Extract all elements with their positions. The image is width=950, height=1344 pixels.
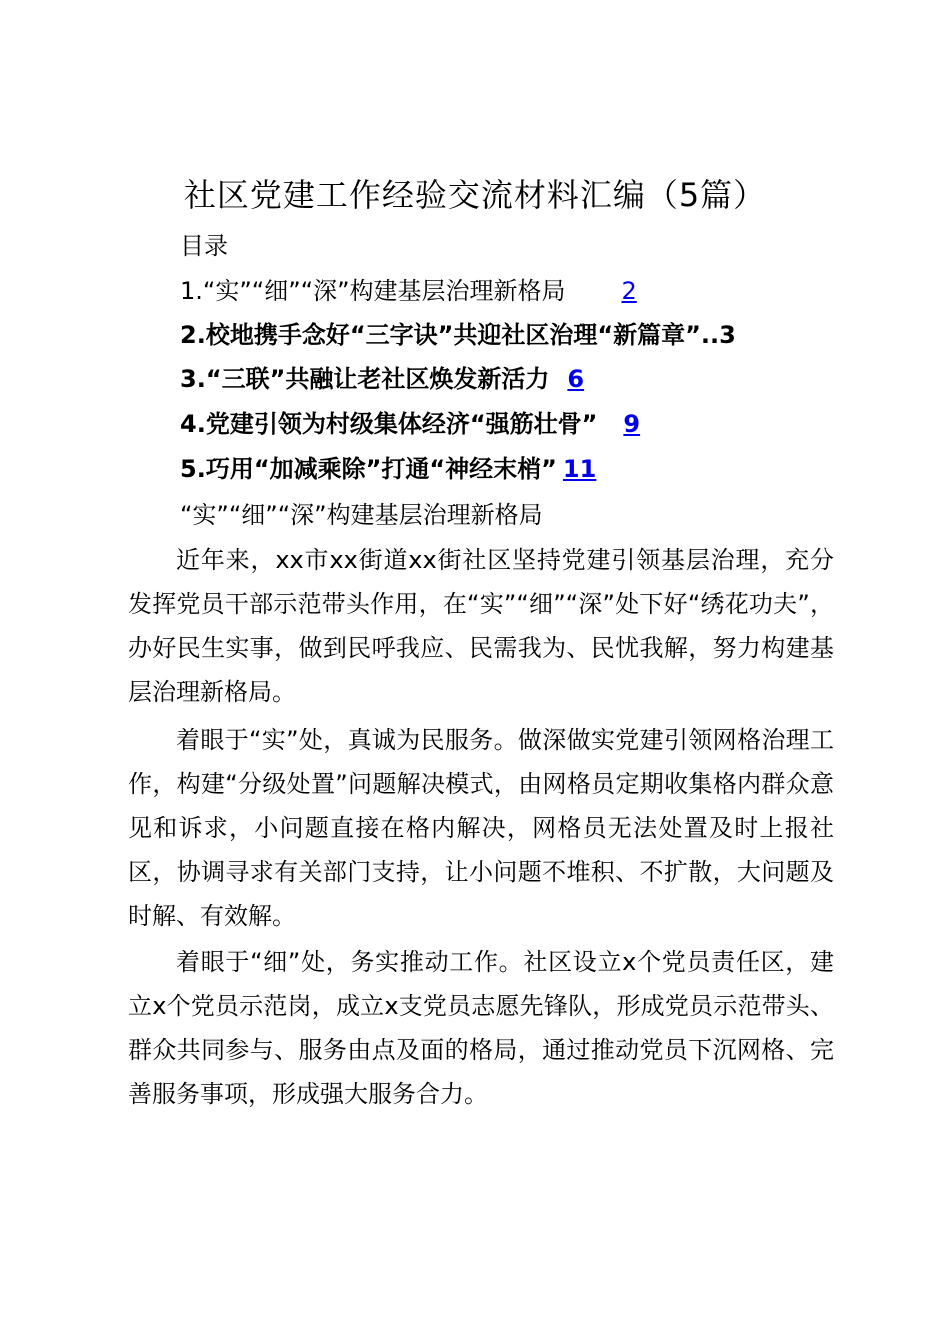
toc-item-text: 3.“三联”共融让老社区焕发新活力: [180, 365, 550, 393]
document-title: 社区党建工作经验交流材料汇编（5篇）: [183, 176, 767, 214]
toc-item-4[interactable]: [180, 404, 640, 444]
toc-item-1[interactable]: [180, 271, 637, 311]
toc-page-link[interactable]: 9: [623, 410, 641, 438]
toc-item-text: 4.党建引领为村级集体经济“强筋壮骨”: [180, 410, 598, 438]
section-title: “实”“细”“深”构建基层治理新格局: [180, 501, 543, 529]
paragraph-3: 着眼于“细”处，务实推动工作。社区设立x个党员责任区，建立x个党员示范岗，成立x支党员志愿先锋队，形成党员示范带头、群众共同参与、服务由点及面的格局，通过推动党员下沉网格、完善服务事项，形成强大服务合力。: [128, 948, 834, 1108]
paragraph-1: 近年来，xx市xx街道xx街社区坚持党建引领基层治理，充分发挥党员干部示范带头作用，在“实”“细”“深”处下好“绣花功夫”，办好民生实事，做到民呼我应、民需我为、民忧我解，努力构建基层治理新格局。: [128, 546, 834, 706]
toc-page-link[interactable]: 6: [567, 365, 585, 393]
toc-item-text: 2.校地携手念好“三字诀”共迎社区治理“新篇章”..: [180, 321, 720, 349]
toc-item-5[interactable]: [180, 449, 596, 489]
paragraph-2: 着眼于“实”处，真诚为民服务。做深做实党建引领网格治理工作，构建“分级处置”问题解决模式，由网格员定期收集格内群众意见和诉求，小问题直接在格内解决，网格员无法处置及时上报社区，协调寻求有关部门支持，让小问题不堆积、不扩散，大问题及时解、有效解。: [128, 726, 834, 930]
toc-item-text: 1.“实”“细”“深”构建基层治理新格局: [180, 277, 566, 305]
toc-page-number: 3: [719, 321, 736, 349]
toc-item-3[interactable]: [180, 359, 584, 399]
toc-heading: 目录: [180, 232, 228, 260]
toc-item-2[interactable]: [180, 315, 736, 355]
toc-item-text: 5.巧用“加减乘除”打通“神经末梢”: [180, 455, 557, 483]
toc-page-link[interactable]: 2: [621, 277, 637, 305]
toc-page-link[interactable]: 11: [562, 455, 597, 483]
